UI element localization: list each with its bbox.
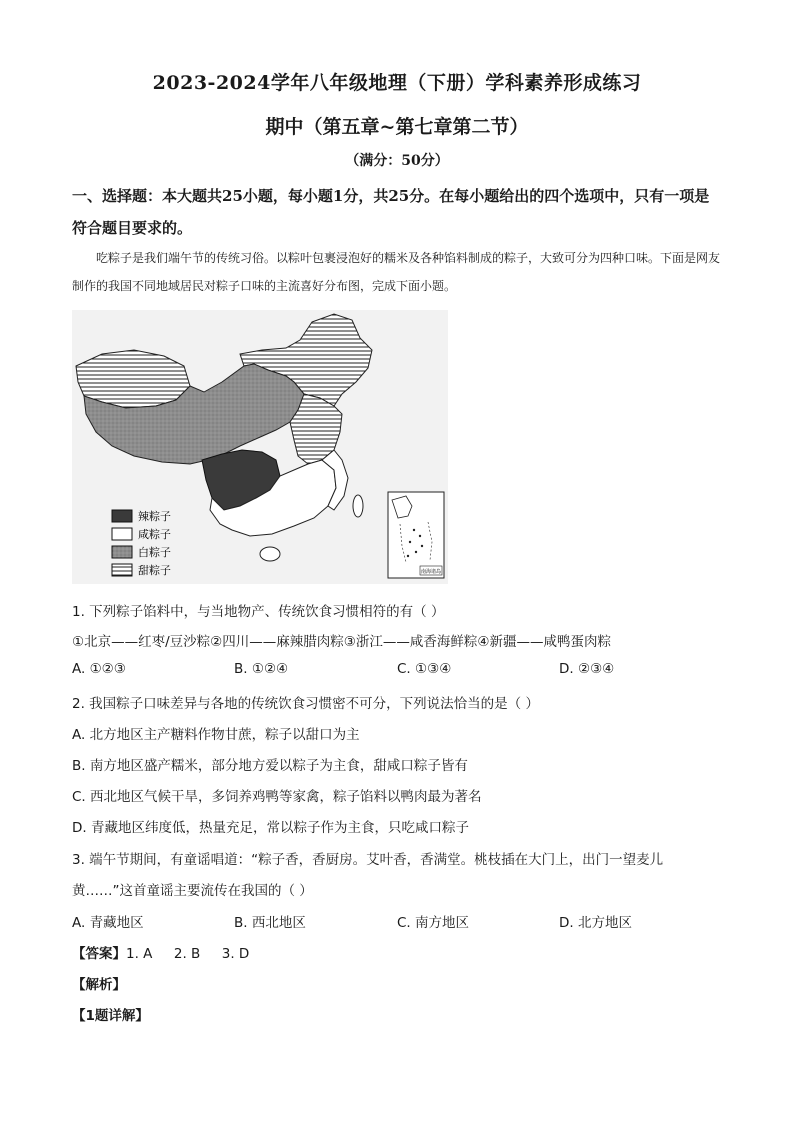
region-hainan (260, 547, 280, 561)
detail-label: 【1题详解】 (72, 1008, 149, 1024)
q2-option-b[interactable]: B. 南方地区盛产糯米，部分地方爱以粽子为主食，甜咸口粽子皆有 (72, 758, 468, 774)
q3-option-a[interactable]: A. 青藏地区 (72, 915, 144, 931)
analysis-label: 【解析】 (72, 977, 126, 993)
page-title: 2023-2024学年八年级地理（下册）学科素养形成练习 (152, 72, 642, 94)
score-note: （满分：50分） (345, 153, 449, 169)
question-2-stem: 2. 我国粽子口味差异与各地的传统饮食习惯密不可分，下列说法恰当的是（ ） (72, 696, 539, 712)
q1-option-a[interactable]: A. ①②③ (72, 661, 126, 677)
q1-option-d[interactable]: D. ②③④ (559, 661, 615, 677)
legend-label-white: 白粽子 (138, 546, 171, 559)
q1-option-b[interactable]: B. ①②④ (234, 661, 289, 677)
question-1-stem: 1. 下列粽子馅料中，与当地物产、传统饮食习惯相符的有（ ） (72, 604, 445, 620)
region-taiwan (353, 495, 363, 517)
legend-swatch-spicy (112, 510, 132, 522)
page-subtitle: 期中（第五章~第七章第二节） (265, 116, 529, 138)
q3-option-b[interactable]: B. 西北地区 (234, 915, 306, 931)
section-heading: 一、选择题：本大题共25小题，每小题1分，共25分。在每小题给出的四个选项中，只有一项是符合题目要求的。 (72, 187, 710, 237)
legend-label-spicy: 辣粽子 (138, 510, 171, 523)
intro-paragraph: 吃粽子是我们端午节的传统习俗。以粽叶包裹浸泡好的糯米及各种馅料制成的粽子，大致可分为四种口味。下面是网友制作的我国不同地域居民对粽子口味的主流喜好分布图，完成下面小题。 (72, 251, 721, 293)
legend-label-sweet: 甜粽子 (138, 564, 171, 577)
zongzi-flavor-map (72, 310, 448, 584)
q3-option-d[interactable]: D. 北方地区 (559, 915, 632, 931)
q2-option-c[interactable]: C. 西北地区气候干旱，多饲养鸡鸭等家禽，粽子馅料以鸭肉最为著名 (72, 789, 482, 805)
legend-swatch-salty (112, 528, 132, 540)
q1-option-c[interactable]: C. ①③④ (397, 661, 452, 677)
answer-label: 【答案】 (72, 946, 126, 962)
question-3-stem-line1: 3. 端午节期间，有童谣唱道：“粽子香，香厨房。艾叶香，香满堂。桃枝插在大门上，出门一望麦儿 (72, 852, 664, 868)
question-3-stem-line2: 黄……”这首童谣主要流传在我国的（ ） (72, 883, 313, 899)
answer-values: 1. A 2. B 3. D (126, 946, 250, 962)
question-1-items: ①北京——红枣/豆沙粽②四川——麻辣腊肉粽③浙江——咸香海鲜粽④新疆——咸鸭蛋肉粽 (72, 634, 611, 650)
q2-option-a[interactable]: A. 北方地区主产糖料作物甘蔗，粽子以甜口为主 (72, 727, 360, 743)
q2-option-d[interactable]: D. 青藏地区纬度低，热量充足，常以粽子作为主食，只吃咸口粽子 (72, 820, 469, 836)
legend-label-salty: 咸粽子 (138, 528, 171, 541)
q3-option-c[interactable]: C. 南方地区 (397, 915, 470, 931)
legend-swatch-white (112, 546, 132, 558)
inset-label: 南海诸岛 (421, 569, 442, 575)
answer-line (72, 942, 249, 962)
legend-swatch-sweet (112, 564, 132, 576)
